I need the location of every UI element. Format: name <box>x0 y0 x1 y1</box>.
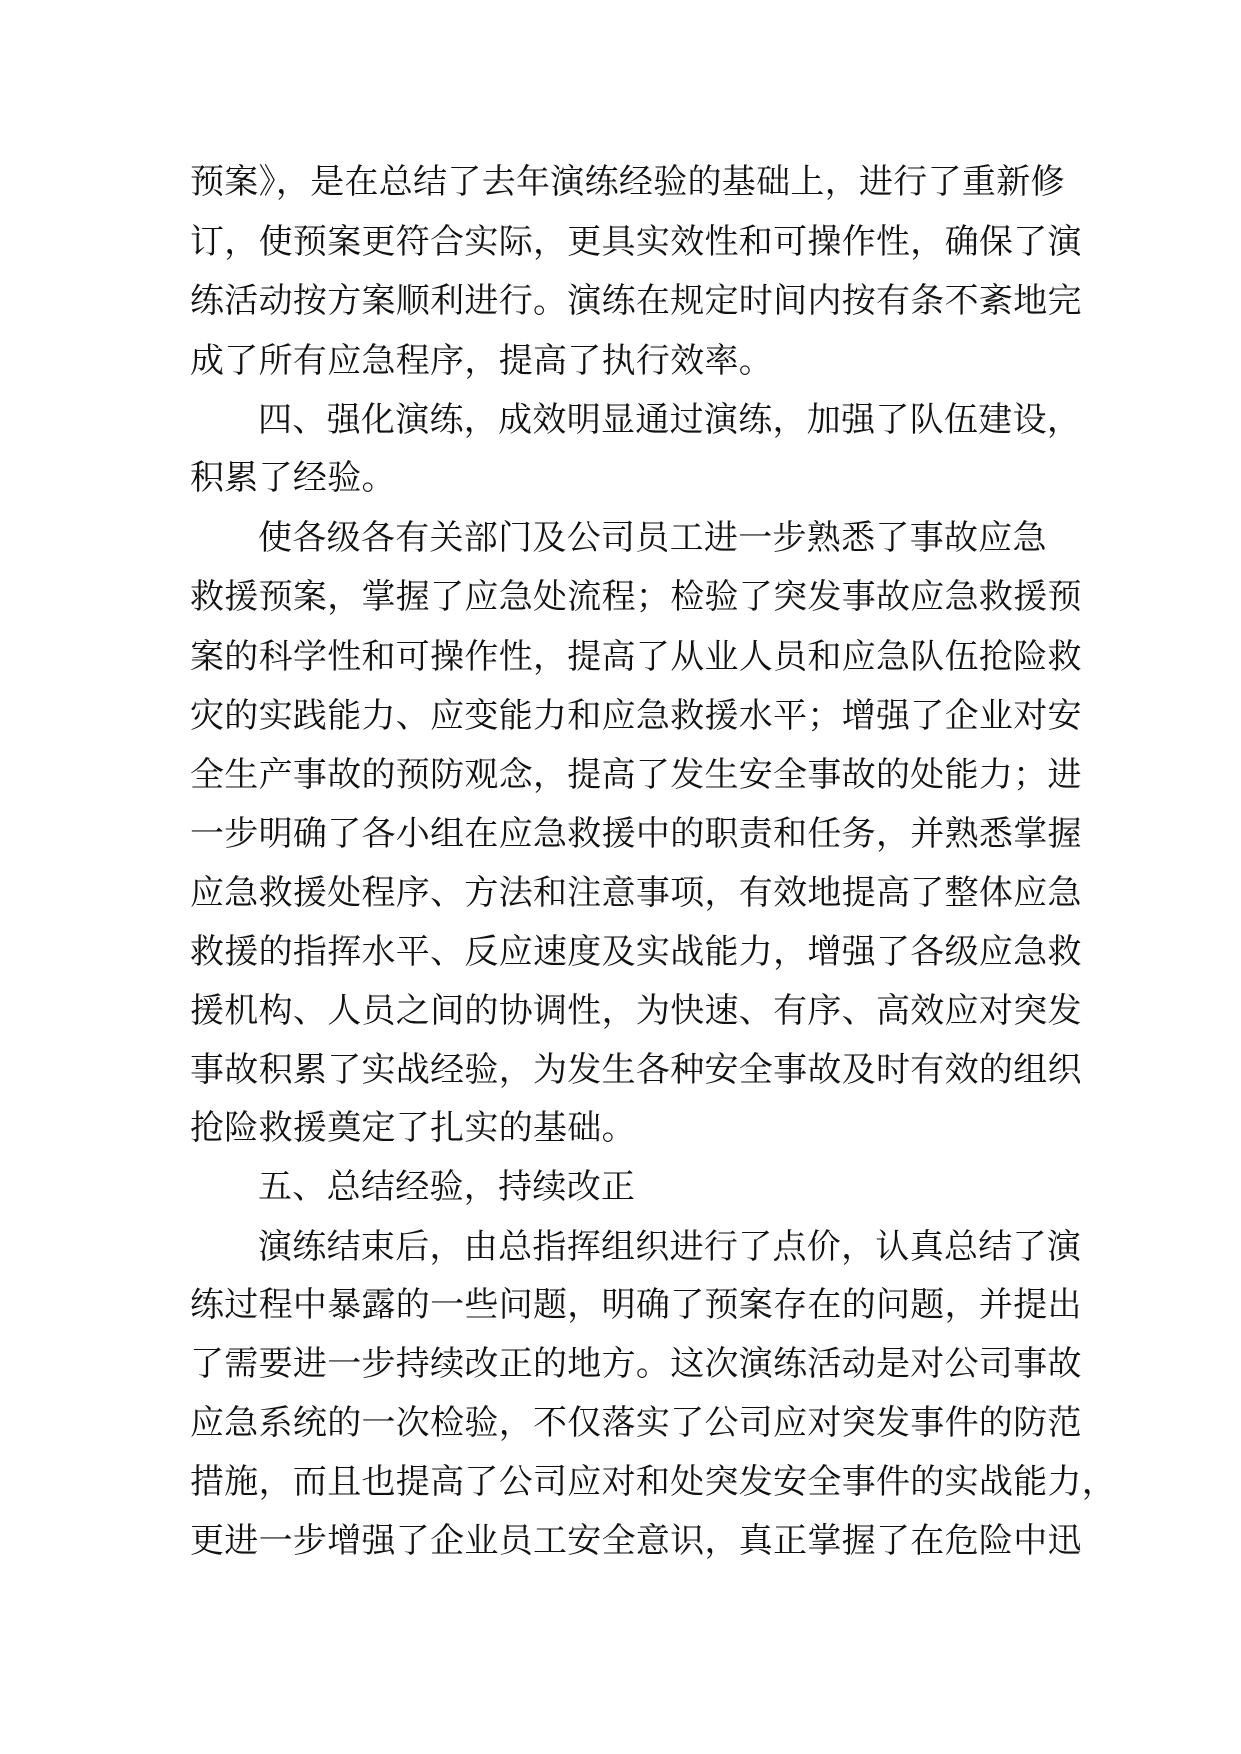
text-line: 全生产事故的预防观念，提高了发生安全事故的处能力；进 <box>190 755 1082 795</box>
section-heading-5: 五、总结经验，持续改正 <box>258 1167 636 1207</box>
section-heading-4: 四、强化演练，成效明显通过演练，加强了队伍建设， <box>258 400 1082 440</box>
text-line: 更进一步增强了企业员工安全意识，真正掌握了在危险中迅 <box>190 1521 1082 1561</box>
text-line: 练过程中暴露的一些问题，明确了预案存在的问题，并提出 <box>190 1285 1082 1325</box>
text-line: 应急系统的一次检验，不仅落实了公司应对突发事件的防范 <box>190 1403 1082 1443</box>
text-line: 应急救援处程序、方法和注意事项，有效地提高了整体应急 <box>190 873 1082 913</box>
text-line: 救援预案，掌握了应急处流程；检验了突发事故应急救援预 <box>190 577 1082 617</box>
paragraph-start: 演练结束后，由总指挥组织进行了点价，认真总结了演 <box>258 1227 1082 1267</box>
text-line: 救援的指挥水平、反应速度及实战能力，增强了各级应急救 <box>190 932 1082 972</box>
text-line: 成了所有应急程序，提高了执行效率。 <box>190 341 774 381</box>
text-line: 灾的实践能力、应变能力和应急救援水平；增强了企业对安 <box>190 696 1082 736</box>
text-line: 案的科学性和可操作性，提高了从业人员和应急队伍抢险救 <box>190 637 1082 677</box>
text-line: 了需要进一步持续改正的地方。这次演练活动是对公司事故 <box>190 1344 1082 1384</box>
text-line: 订，使预案更符合实际，更具实效性和可操作性，确保了演 <box>190 222 1082 262</box>
text-line: 一步明确了各小组在应急救援中的职责和任务，并熟悉掌握 <box>190 814 1082 854</box>
text-line: 抢险救援奠定了扎实的基础。 <box>190 1108 636 1148</box>
text-line: 援机构、人员之间的协调性，为快速、有序、高效应对突发 <box>190 991 1082 1031</box>
paragraph-start: 使各级各有关部门及公司员工进一步熟悉了事故应急 <box>258 518 1047 558</box>
text-line: 预案》，是在总结了去年演练经验的基础上，进行了重新修 <box>190 162 1065 202</box>
text-line: 措施，而且也提高了公司应对和处突发安全事件的实战能力， <box>190 1462 1117 1502</box>
text-line: 事故积累了实战经验，为发生各种安全事故及时有效的组织 <box>190 1050 1082 1090</box>
text-line: 练活动按方案顺利进行。演练在规定时间内按有条不紊地完 <box>190 281 1082 321</box>
text-line: 积累了经验。 <box>190 458 396 498</box>
